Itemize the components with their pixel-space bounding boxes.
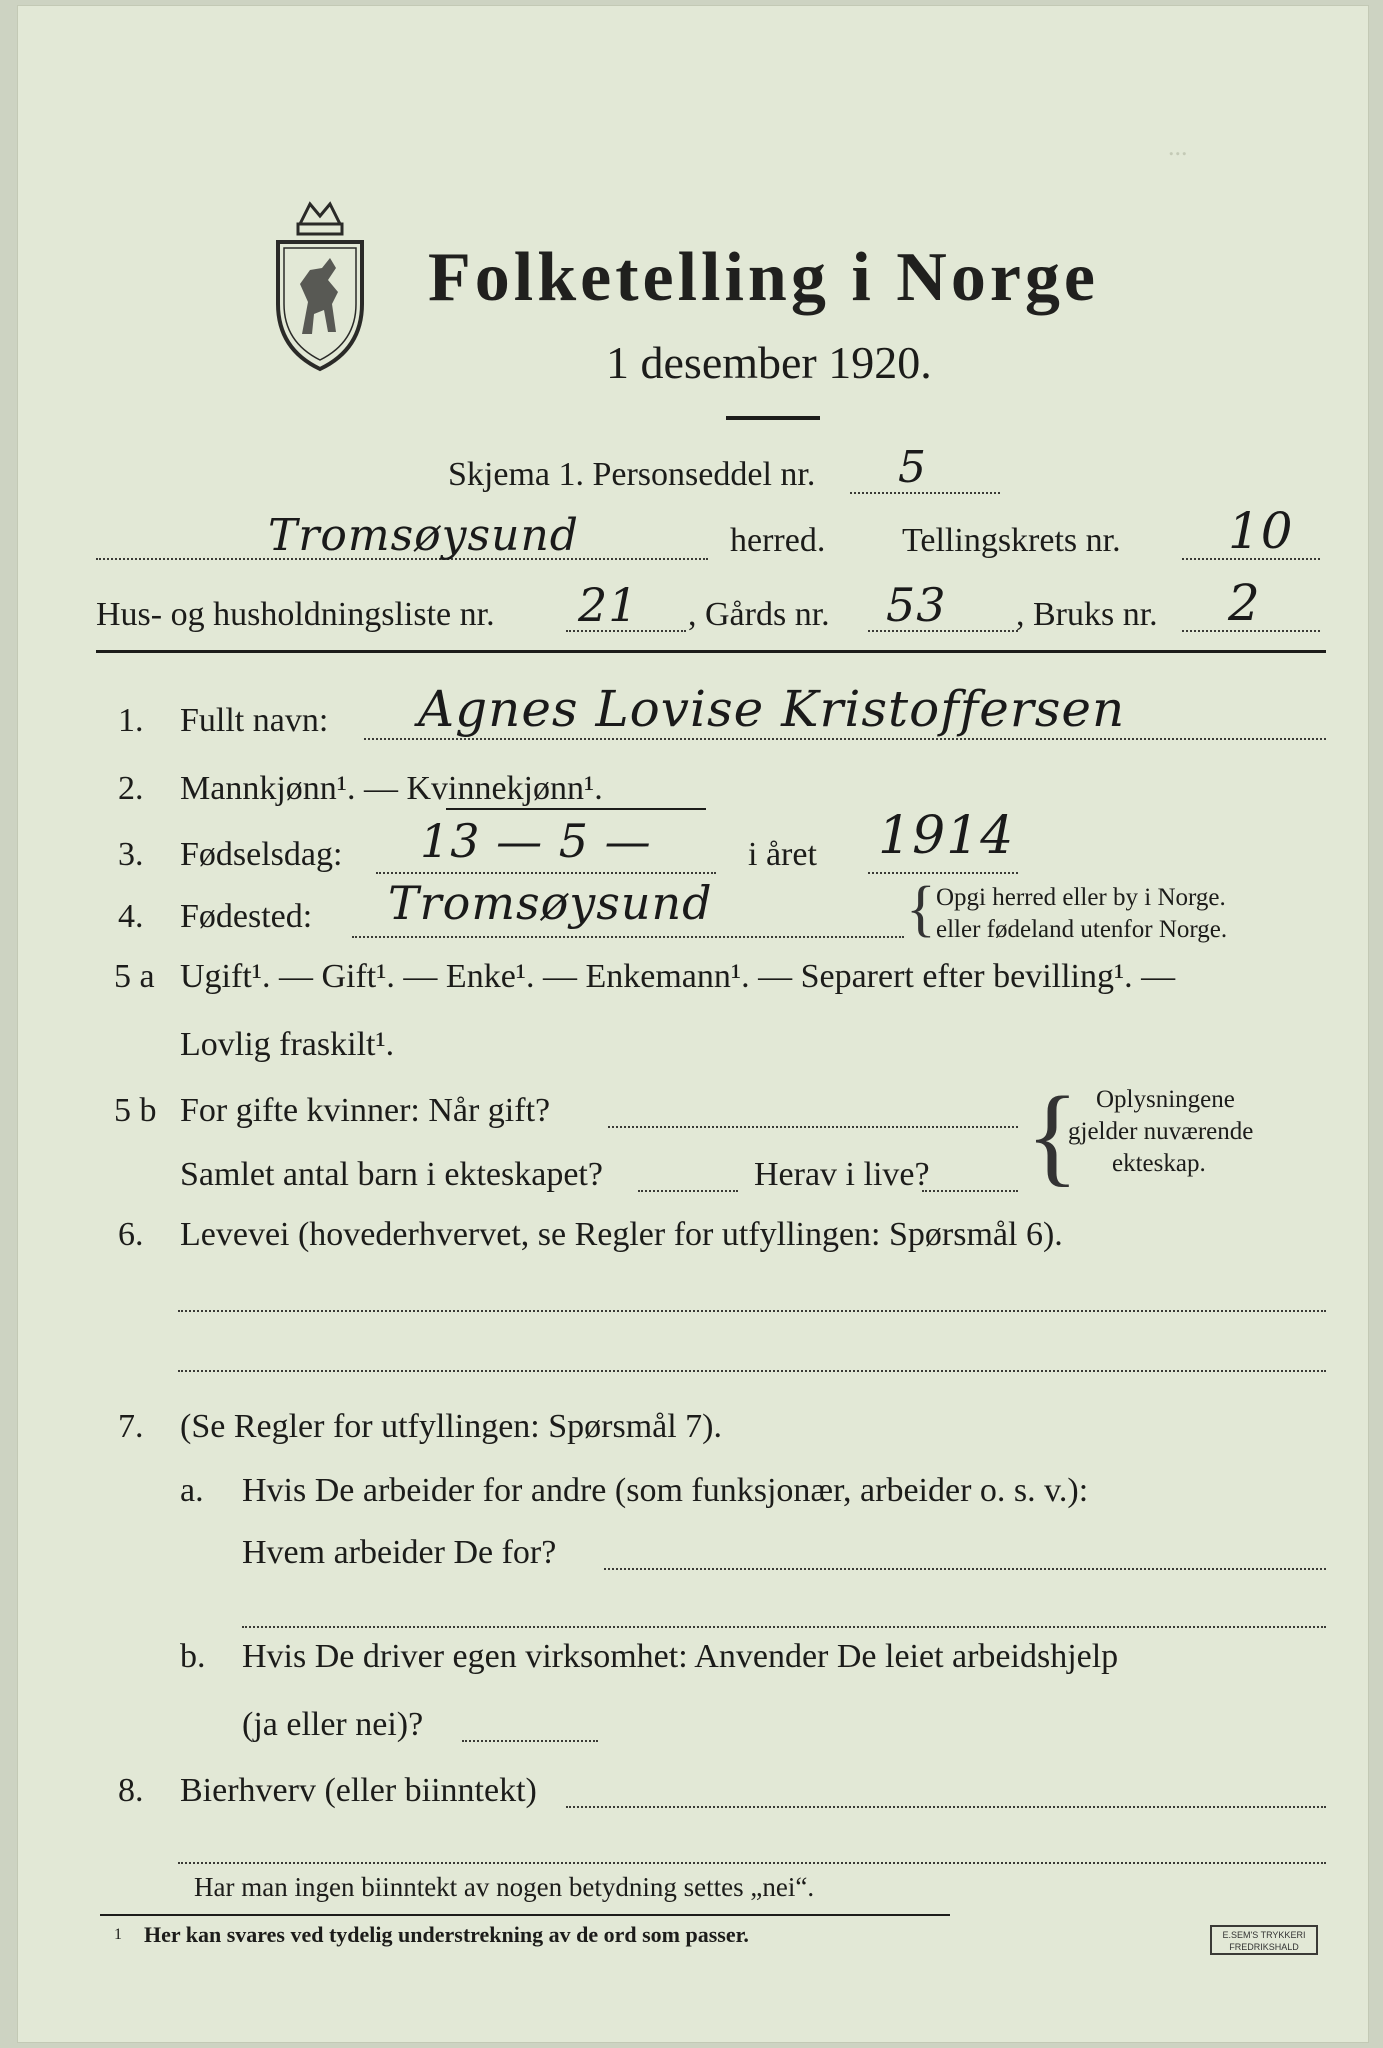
q4-note-line1: Opgi herred eller by i Norge. (936, 884, 1226, 911)
bruks-label: , Bruks nr. (1016, 596, 1158, 633)
q8-number: 8. (118, 1772, 144, 1809)
q5b-children-field (638, 1190, 738, 1192)
gards-label: , Gårds nr. (688, 596, 830, 633)
q2-number: 2. (118, 770, 144, 807)
q5b-brace: { (1026, 1074, 1079, 1196)
q4-birthplace[interactable]: Tromsøysund (388, 876, 713, 930)
q7b-yes-no-label: (ja eller nei)? (242, 1706, 424, 1743)
q5b-number: 5 b (114, 1092, 157, 1129)
q5a-marital-options-cont: Lovlig fraskilt¹. (180, 1026, 395, 1063)
q3-birth-year[interactable]: 1914 (878, 806, 1015, 866)
q7-number: 7. (118, 1408, 144, 1445)
herred-name[interactable]: Tromsøysund (268, 510, 579, 561)
footnote-mark: 1 (114, 1926, 122, 1943)
title-divider (726, 416, 820, 420)
tellingskrets-nr[interactable]: 10 (1228, 502, 1294, 560)
q7a-letter: a. (180, 1472, 204, 1509)
q7a-label: Hvis De arbeider for andre (som funksjonær, arbeider o. s. v.): (242, 1472, 1089, 1509)
q8-field-line-2 (178, 1862, 1326, 1864)
husholdningsliste-label: Hus- og husholdningsliste nr. (96, 596, 495, 633)
footnote-text: Her kan svares ved tydelig understrekning av de ord som passer. (144, 1922, 749, 1947)
printer-stamp: E.SEM'S TRYKKERI FREDRIKSHALD (1210, 1925, 1318, 1955)
q1-number: 1. (118, 702, 144, 739)
herred-label: herred. (730, 522, 826, 559)
q6-field-line-1 (178, 1310, 1326, 1312)
q1-label: Fullt navn: (180, 702, 329, 739)
q4-field-line (352, 936, 904, 938)
q1-field-line (364, 738, 1326, 740)
q5b-alive-label: Herav i live? (754, 1156, 930, 1193)
q4-label: Fødested: (180, 898, 313, 935)
q5b-note-line3: ekteskap. (1112, 1150, 1206, 1177)
bruks-nr[interactable]: 2 (1228, 574, 1261, 632)
q1-full-name[interactable]: Agnes Lovise Kristoffersen (418, 680, 1126, 738)
q4-brace: { (906, 875, 936, 943)
header-separator (96, 650, 1326, 653)
q7a-employer-field-2 (242, 1626, 1326, 1628)
q8-field-line (566, 1806, 1326, 1808)
personseddel-nr[interactable]: 5 (898, 442, 927, 493)
q5b-note-line1: Oplysningene (1096, 1086, 1235, 1113)
q6-field-line-2 (178, 1370, 1326, 1372)
q2-sex-options: Mannkjønn¹. — Kvinnekjønn¹. (180, 770, 603, 807)
q5a-marital-options: Ugift¹. — Gift¹. — Enke¹. — Enkemann¹. — Separert efter bevilling¹. — (180, 958, 1176, 995)
norway-coat-of-arms-icon (270, 184, 370, 374)
census-date: 1 desember 1920. (606, 337, 932, 388)
q6-number: 6. (118, 1216, 144, 1253)
q5b-alive-field (922, 1190, 1018, 1192)
q7b-label: Hvis De driver egen virksomhet: Anvender De leiet arbeidshjelp (242, 1638, 1119, 1675)
tellingskrets-label: Tellingskrets nr. (902, 522, 1121, 559)
q3-number: 3. (118, 836, 144, 873)
q8-label: Bierhverv (eller biinntekt) (180, 1772, 537, 1809)
biinntekt-note: Har man ingen biinntekt av nogen betydning settes „nei“. (194, 1872, 815, 1902)
q3-birth-date[interactable]: 13 — 5 — (420, 814, 652, 868)
q6-occupation-label: Levevei (hovederhvervet, se Regler for utfyllingen: Spørsmål 6). (180, 1216, 1063, 1253)
gards-nr[interactable]: 53 (886, 578, 947, 632)
husholdningsliste-nr[interactable]: 21 (578, 578, 639, 632)
personseddel-label: Skjema 1. Personseddel nr. (448, 456, 816, 493)
q4-note-line2: eller fødeland utenfor Norge. (936, 916, 1228, 943)
q5b-when-married-field (608, 1126, 1018, 1128)
q2-kvinnekjonn-underline (446, 808, 706, 810)
census-form-page (18, 6, 1368, 2042)
q3-year-field-line (868, 872, 1018, 874)
form-title: Folketelling i Norge (428, 239, 1100, 316)
q5a-number: 5 a (114, 958, 155, 995)
q7b-letter: b. (180, 1638, 206, 1675)
q3-label: Fødselsdag: (180, 836, 343, 873)
footnote-separator (100, 1914, 950, 1916)
q7b-yes-no-field (462, 1740, 598, 1742)
q3-year-label: i året (748, 836, 817, 873)
q7-label: (Se Regler for utfyllingen: Spørsmål 7). (180, 1408, 723, 1445)
q4-number: 4. (118, 898, 144, 935)
q5b-children-label: Samlet antal barn i ekteskapet? (180, 1156, 603, 1193)
q7a-employer-label: Hvem arbeider De for? (242, 1534, 557, 1571)
q5b-when-married-label: For gifte kvinner: Når gift? (180, 1092, 551, 1129)
q7a-employer-field (604, 1568, 1326, 1570)
q3-date-field-line (376, 872, 716, 874)
bleed-through: ... (1168, 132, 1188, 161)
q5b-note-line2: gjelder nuværende (1068, 1118, 1254, 1145)
